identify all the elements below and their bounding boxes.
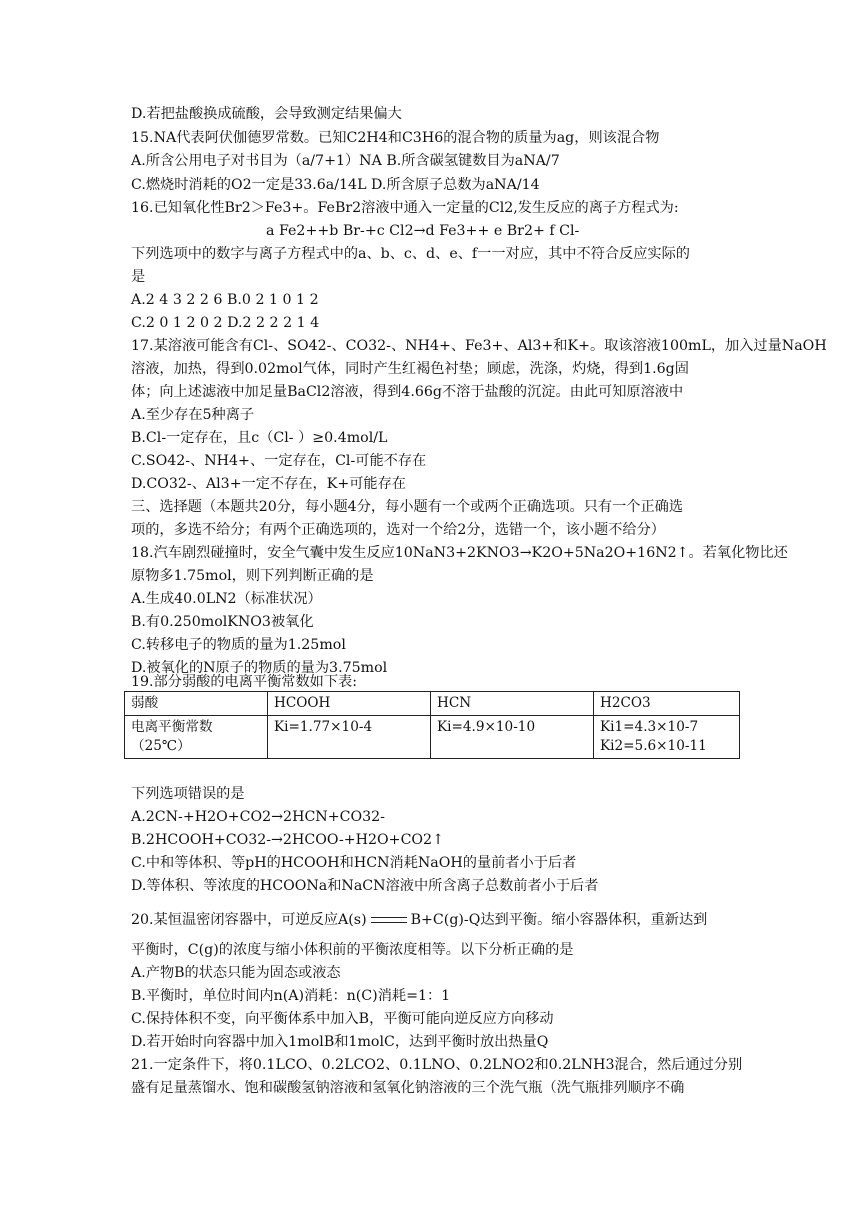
option-d: D.若开始时向容器中加入1molB和1molC，达到平衡时放出热量Q [131, 1034, 549, 1050]
option-b: B.有0.250molKNO3被氧化 [131, 614, 314, 630]
table-header-cell: HCOOH [268, 692, 431, 716]
question-16-options-cd: C.2 0 1 2 0 2 D.2 2 2 2 1 4 [131, 315, 320, 331]
row-label-line: （25℃） [131, 738, 191, 754]
option-b: B.2HCOOH+CO32-→2HCOO-+H2O+CO2↑ [131, 832, 444, 848]
option-c: C.SO42-、NH4+、一定存在，Cl-可能不存在 [131, 453, 427, 469]
text-line: 是 [131, 269, 146, 285]
section-heading: 三、选择题（本题共20分，每小题4分，每小题有一个或两个正确选项。只有一个正确选 [131, 499, 684, 515]
question-18-stem: 18.汽车剧烈碰撞时，安全气囊中发生反应10NaN3+2KNO3→K2O+5Na2O+16N2↑。若氧化物比还 [131, 545, 788, 561]
table-cell: Ki=4.9×10-10 [431, 716, 594, 759]
question-15-options-cd: C.燃烧时消耗的O2一定是33.6a/14L D.所含原子总数为aNA/14 [131, 177, 540, 193]
option-a: A.2CN-+H2O+CO2→2HCN+CO32- [131, 809, 385, 825]
option-d: D.等体积、等浓度的HCOONa和NaCN溶液中所含离子总数前者小于后者 [131, 878, 599, 894]
question-19-stem: 19.部分弱酸的电离平衡常数如下表: [131, 674, 357, 690]
text-line: 平衡时，C(g)的浓度与缩小体积前的平衡浓度相等。以下分析正确的是 [131, 942, 574, 958]
question-21-stem: 21.一定条件下，将0.1LCO、0.2LCO2、0.1LNO、0.2LNO2和0.2LNH3混合，然后通过分别 [131, 1057, 743, 1073]
option-d: D.被氧化的N原子的物质的量为3.75mol [131, 660, 388, 676]
equilibrium-arrow-icon [371, 915, 407, 925]
table-header-row [125, 692, 740, 716]
option-c: C.转移电子的物质的量为1.25mol [131, 637, 346, 653]
question-20-post: B+C(g)-Q达到平衡。缩小容器体积，重新达到 [410, 912, 708, 928]
option-b: B.平衡时，单位时间内n(A)消耗：n(C)消耗=1：1 [131, 988, 451, 1004]
question-17-stem: 17.某溶液可能含有Cl-、SO42-、CO32-、NH4+、Fe3+、Al3+和K+。取该溶液100mL，加入过量NaOH [131, 338, 827, 354]
question-16-stem: 16.已知氧化性Br2＞Fe3+。FeBr2溶液中通入一定量的Cl2,发生反应的离子方程式为: [131, 200, 679, 216]
question-20-pre: 20.某恒温密闭容器中，可逆反应A(s) [131, 912, 367, 928]
option-a: A.产物B的状态只能为固态或液态 [131, 965, 341, 981]
option-c: C.中和等体积、等pH的HCOOH和HCN消耗NaOH的量前者小于后者 [131, 855, 577, 871]
question-16-options-ab: A.2 4 3 2 2 6 B.0 2 1 0 1 2 [131, 292, 319, 308]
option-d: D.CO32-、Al3+一定不存在，K+可能存在 [131, 476, 406, 492]
text-line: 下列选项错误的是 [131, 786, 245, 802]
row-label-line: 电离平衡常数 [131, 719, 213, 735]
table-cell-line: Ki2=5.6×10-11 [600, 738, 707, 754]
table-header-cell: HCN [431, 692, 594, 716]
ionic-equation: a Fe2++b Br-+c Cl2→d Fe3++ e Br2+ f Cl- [266, 223, 580, 239]
text-line: 项的，多选不给分；有两个正确选项的，选对一个给2分，选错一个，该小题不给分） [131, 522, 665, 538]
option-a: A.生成40.0LN2（标准状况） [131, 591, 322, 607]
option-c: C.保持体积不变，向平衡体系中加入B，平衡可能向逆反应方向移动 [131, 1011, 554, 1027]
question-15-stem: 15.NA代表阿伏伽德罗常数。已知C2H4和C3H6的混合物的质量为ag，则该混合物 [131, 130, 660, 146]
text-line: 下列选项中的数字与离子方程式中的a、b、c、d、e、f一一对应，其中不符合反应实际的 [131, 246, 690, 262]
text-line: 盛有足量蒸馏水、饱和碳酸氢钠溶液和氢氧化钠溶液的三个洗气瓶（洗气瓶排列顺序不确 [131, 1080, 685, 1096]
text-line: D.若把盐酸换成硫酸，会导致测定结果偏大 [131, 106, 402, 122]
text-line: 体；向上述滤液中加足量BaCl2溶液，得到4.66g不溶于盐酸的沉淀。由此可知原溶液中 [131, 384, 684, 400]
table-header-cell: 弱酸 [125, 692, 268, 716]
option-b: B.Cl-一定存在，且c（Cl- ）≥0.4mol/L [131, 430, 388, 446]
ionization-constant-table [124, 691, 740, 759]
question-15-options-ab: A.所含公用电子对书目为（a/7+1）NA B.所含碳氢键数目为aNA/7 [131, 153, 560, 169]
text-line: 溶液，加热，得到0.02mol气体，同时产生红褐色衬垫；顾虑，洗涤，灼烧，得到1.6g固 [131, 361, 689, 377]
text-line: 原物多1.75mol，则下列判断正确的是 [131, 568, 374, 584]
table-header-cell: H2CO3 [594, 692, 740, 716]
table-row [125, 716, 740, 759]
table-cell: Ki=1.77×10-4 [268, 716, 431, 759]
question-20-stem [131, 910, 707, 930]
table-cell-line: Ki1=4.3×10-7 [600, 719, 699, 735]
table-cell [594, 716, 740, 759]
option-a: A.至少存在5种离子 [131, 407, 255, 423]
table-row-label [125, 716, 268, 759]
